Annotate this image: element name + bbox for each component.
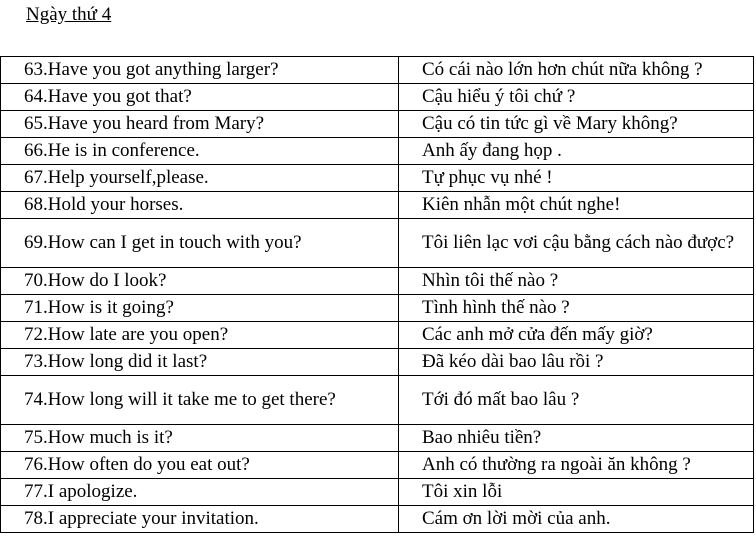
vietnamese-translation: Tới đó mất bao lâu ? xyxy=(399,376,754,425)
english-phrase: 76.How often do you eat out? xyxy=(1,452,399,479)
english-phrase: 70.How do I look? xyxy=(1,268,399,295)
phrase-table xyxy=(0,56,754,533)
table-row xyxy=(1,138,754,165)
table-row xyxy=(1,57,754,84)
vietnamese-translation: Tình hình thế nào ? xyxy=(399,295,754,322)
vietnamese-translation: Tự phục vụ nhé ! xyxy=(399,165,754,192)
vietnamese-translation: Anh có thường ra ngoài ăn không ? xyxy=(399,452,754,479)
table-row xyxy=(1,452,754,479)
vietnamese-translation: Anh ấy đang họp . xyxy=(399,138,754,165)
vietnamese-translation: Có cái nào lớn hơn chút nữa không ? xyxy=(399,57,754,84)
english-phrase: 78.I appreciate your invitation. xyxy=(1,506,399,533)
vietnamese-translation: Kiên nhẫn một chút nghe! xyxy=(399,192,754,219)
table-row xyxy=(1,111,754,138)
vietnamese-translation: Tôi liên lạc vơi cậu bằng cách nào được? xyxy=(399,219,754,268)
english-phrase: 75.How much is it? xyxy=(1,425,399,452)
table-row xyxy=(1,322,754,349)
english-phrase: 63.Have you got anything larger? xyxy=(1,57,399,84)
english-phrase: 66.He is in conference. xyxy=(1,138,399,165)
table-row xyxy=(1,165,754,192)
vietnamese-translation: Cậu có tin tức gì về Mary không? xyxy=(399,111,754,138)
table-row xyxy=(1,425,754,452)
vietnamese-translation: Cám ơn lời mời của anh. xyxy=(399,506,754,533)
table-row xyxy=(1,192,754,219)
vietnamese-translation: Các anh mở cửa đến mấy giờ? xyxy=(399,322,754,349)
english-phrase: 73.How long did it last? xyxy=(1,349,399,376)
table-row xyxy=(1,506,754,533)
vietnamese-translation: Đã kéo dài bao lâu rồi ? xyxy=(399,349,754,376)
english-phrase: 71.How is it going? xyxy=(1,295,399,322)
english-phrase: 72.How late are you open? xyxy=(1,322,399,349)
table-row xyxy=(1,376,754,425)
vietnamese-translation: Nhìn tôi thế nào ? xyxy=(399,268,754,295)
page-heading: Ngày thứ 4 xyxy=(26,4,112,25)
vietnamese-translation: Tôi xin lỗi xyxy=(399,479,754,506)
english-phrase: 64.Have you got that? xyxy=(1,84,399,111)
vietnamese-translation: Cậu hiểu ý tôi chứ ? xyxy=(399,84,754,111)
english-phrase: 74.How long will it take me to get there? xyxy=(1,376,399,425)
english-phrase: 65.Have you heard from Mary? xyxy=(1,111,399,138)
english-phrase: 67.Help yourself,please. xyxy=(1,165,399,192)
vietnamese-translation: Bao nhiêu tiền? xyxy=(399,425,754,452)
table-row xyxy=(1,84,754,111)
table-row xyxy=(1,219,754,268)
english-phrase: 69.How can I get in touch with you? xyxy=(1,219,399,268)
table-row xyxy=(1,268,754,295)
table-row xyxy=(1,479,754,506)
english-phrase: 77.I apologize. xyxy=(1,479,399,506)
table-row xyxy=(1,295,754,322)
english-phrase: 68.Hold your horses. xyxy=(1,192,399,219)
table-row xyxy=(1,349,754,376)
